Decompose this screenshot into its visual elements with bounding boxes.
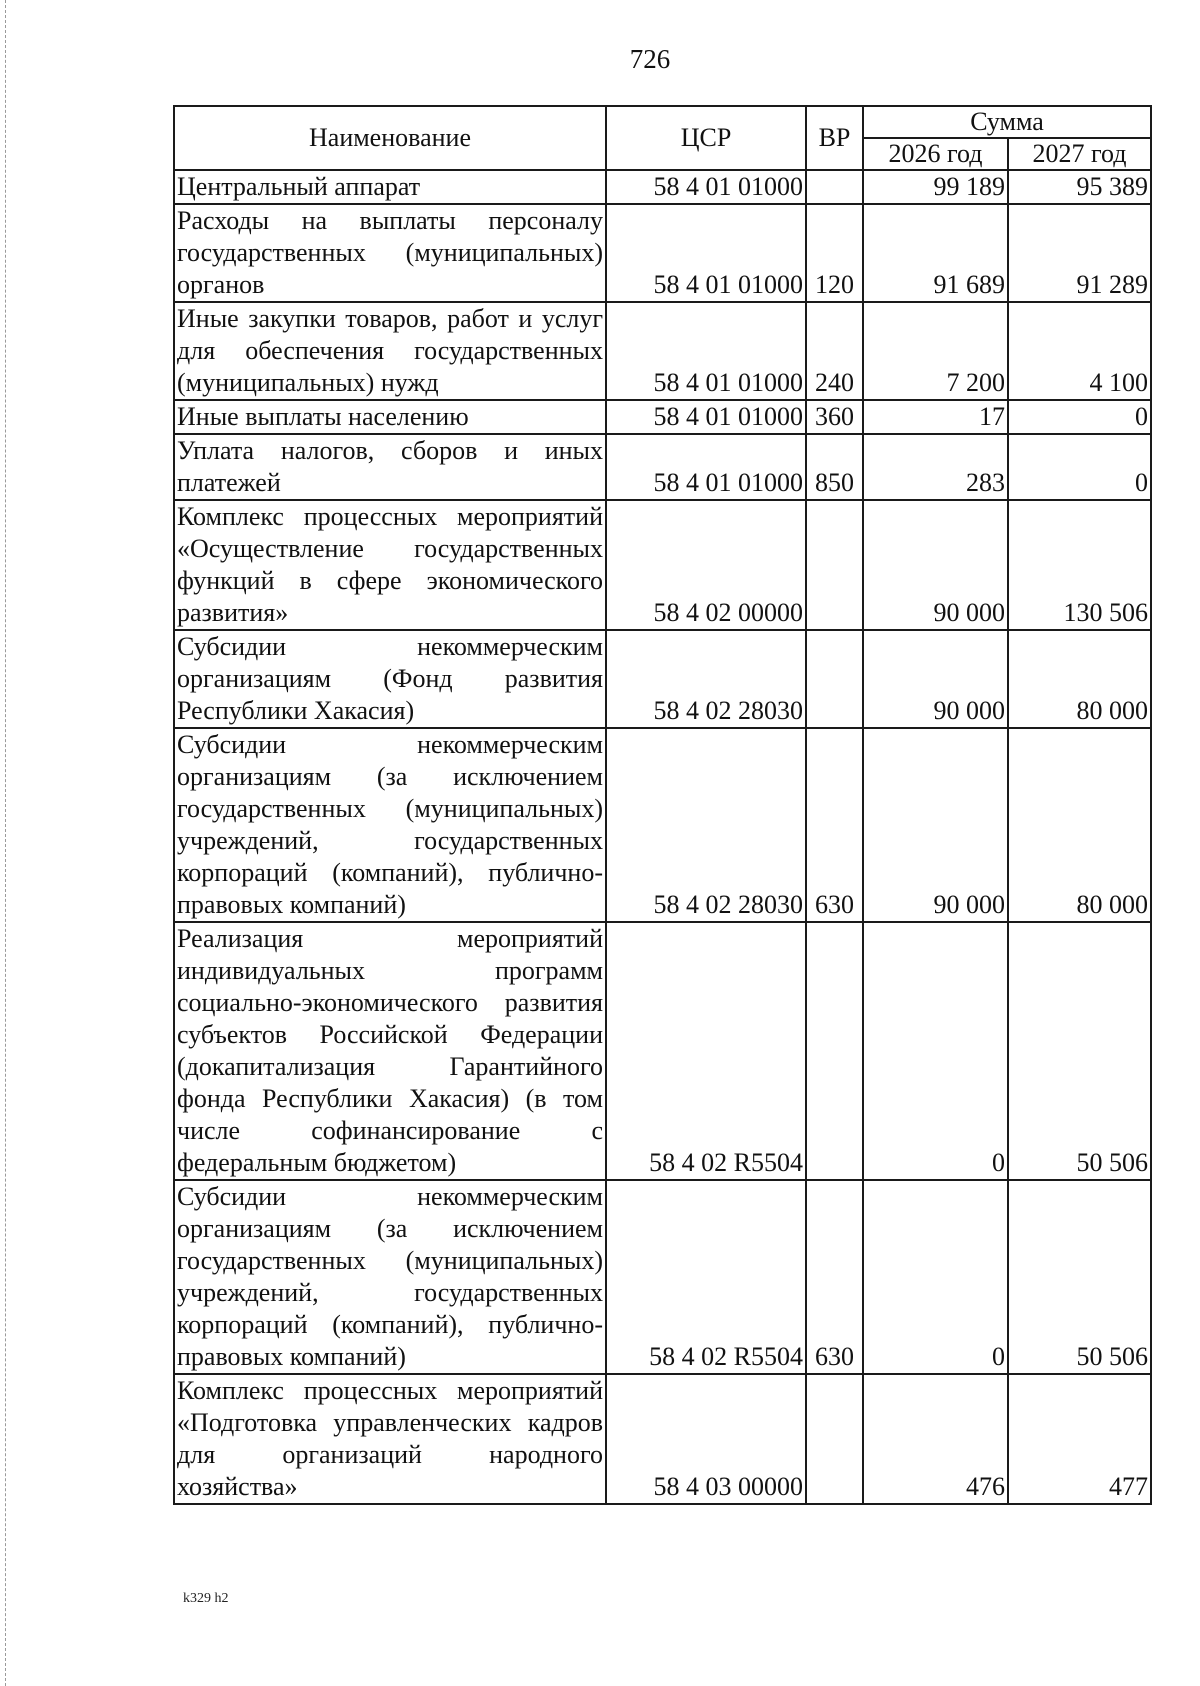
- row-sum-2026: 90 000: [863, 500, 1008, 630]
- row-csr: 58 4 01 01000: [606, 434, 806, 500]
- table-row: [174, 204, 1151, 302]
- row-csr: 58 4 02 R5504: [606, 1180, 806, 1374]
- row-vr: 120: [806, 204, 863, 302]
- row-name: Комплекс процессных мероприятий «Осуществление государственных функций в сфере экономического развития»: [174, 500, 606, 630]
- header-csr: ЦСР: [606, 106, 806, 170]
- row-vr: 850: [806, 434, 863, 500]
- row-name: Субсидии некоммерческим организациям (Фонд развития Республики Хакасия): [174, 630, 606, 728]
- row-vr: 630: [806, 728, 863, 922]
- table-header: [174, 106, 1151, 170]
- table-row: [174, 922, 1151, 1180]
- row-name: Комплекс процессных мероприятий «Подготовка управленческих кадров для организаций народного хозяйства»: [174, 1374, 606, 1504]
- row-sum-2026: 476: [863, 1374, 1008, 1504]
- row-sum-2026: 0: [863, 1180, 1008, 1374]
- row-vr: 360: [806, 400, 863, 434]
- row-sum-2027: 4 100: [1008, 302, 1151, 400]
- row-sum-2027: 130 506: [1008, 500, 1151, 630]
- row-sum-2026: 90 000: [863, 630, 1008, 728]
- table-row: [174, 1180, 1151, 1374]
- row-sum-2027: 95 389: [1008, 170, 1151, 204]
- header-year-2027: 2027 год: [1008, 138, 1151, 170]
- budget-table: [173, 105, 1152, 1505]
- row-name: Центральный аппарат: [174, 170, 606, 204]
- row-name: Иные выплаты населению: [174, 400, 606, 434]
- row-vr: [806, 170, 863, 204]
- row-csr: 58 4 02 R5504: [606, 922, 806, 1180]
- table-row: [174, 728, 1151, 922]
- row-sum-2026: 90 000: [863, 728, 1008, 922]
- header-sum: Сумма: [863, 106, 1151, 138]
- table-body: [174, 170, 1151, 1504]
- row-vr: [806, 500, 863, 630]
- row-vr: 630: [806, 1180, 863, 1374]
- table-row: [174, 170, 1151, 204]
- page-margin-line: [5, 0, 6, 1686]
- header-name: Наименование: [174, 106, 606, 170]
- header-vr: ВР: [806, 106, 863, 170]
- row-name: Расходы на выплаты персоналу государственных (муниципальных) органов: [174, 204, 606, 302]
- table-row: [174, 500, 1151, 630]
- row-sum-2027: 0: [1008, 400, 1151, 434]
- row-csr: 58 4 02 00000: [606, 500, 806, 630]
- row-vr: [806, 922, 863, 1180]
- row-csr: 58 4 01 01000: [606, 170, 806, 204]
- table-row: [174, 434, 1151, 500]
- row-sum-2027: 50 506: [1008, 1180, 1151, 1374]
- table-row: [174, 630, 1151, 728]
- row-sum-2027: 50 506: [1008, 922, 1151, 1180]
- row-name: Субсидии некоммерческим организациям (за исключением государственных (муниципальных) учреждений, государственных корпораций (компаний), публично-правовых компаний): [174, 728, 606, 922]
- row-sum-2026: 17: [863, 400, 1008, 434]
- row-sum-2026: 283: [863, 434, 1008, 500]
- row-sum-2027: 0: [1008, 434, 1151, 500]
- row-sum-2026: 7 200: [863, 302, 1008, 400]
- row-csr: 58 4 01 01000: [606, 400, 806, 434]
- row-csr: 58 4 01 01000: [606, 204, 806, 302]
- row-csr: 58 4 02 28030: [606, 630, 806, 728]
- table-row: [174, 400, 1151, 434]
- table-row: [174, 1374, 1151, 1504]
- row-sum-2026: 0: [863, 922, 1008, 1180]
- page-number: 726: [629, 44, 671, 74]
- row-sum-2027: 91 289: [1008, 204, 1151, 302]
- row-name: Субсидии некоммерческим организациям (за исключением государственных (муниципальных) учреждений, государственных корпораций (компаний), публично-правовых компаний): [174, 1180, 606, 1374]
- row-sum-2027: 80 000: [1008, 630, 1151, 728]
- row-vr: 240: [806, 302, 863, 400]
- row-csr: 58 4 02 28030: [606, 728, 806, 922]
- table-row: [174, 302, 1151, 400]
- header-year-2026: 2026 год: [863, 138, 1008, 170]
- row-vr: [806, 1374, 863, 1504]
- row-sum-2026: 91 689: [863, 204, 1008, 302]
- row-sum-2027: 477: [1008, 1374, 1151, 1504]
- row-sum-2026: 99 189: [863, 170, 1008, 204]
- row-sum-2027: 80 000: [1008, 728, 1151, 922]
- row-name: Иные закупки товаров, работ и услуг для обеспечения государственных (муниципальных) нужд: [174, 302, 606, 400]
- row-name: Реализация мероприятий индивидуальных программ социально-экономического развития субъектов Российской Федерации (докапитализация Гарантийного фонда Республики Хакасия) (в том числе софинансирование с федеральным бюджетом): [174, 922, 606, 1180]
- row-name: Уплата налогов, сборов и иных платежей: [174, 434, 606, 500]
- row-csr: 58 4 01 01000: [606, 302, 806, 400]
- row-csr: 58 4 03 00000: [606, 1374, 806, 1504]
- row-vr: [806, 630, 863, 728]
- footer-document-code: k329 h2: [183, 1591, 229, 1606]
